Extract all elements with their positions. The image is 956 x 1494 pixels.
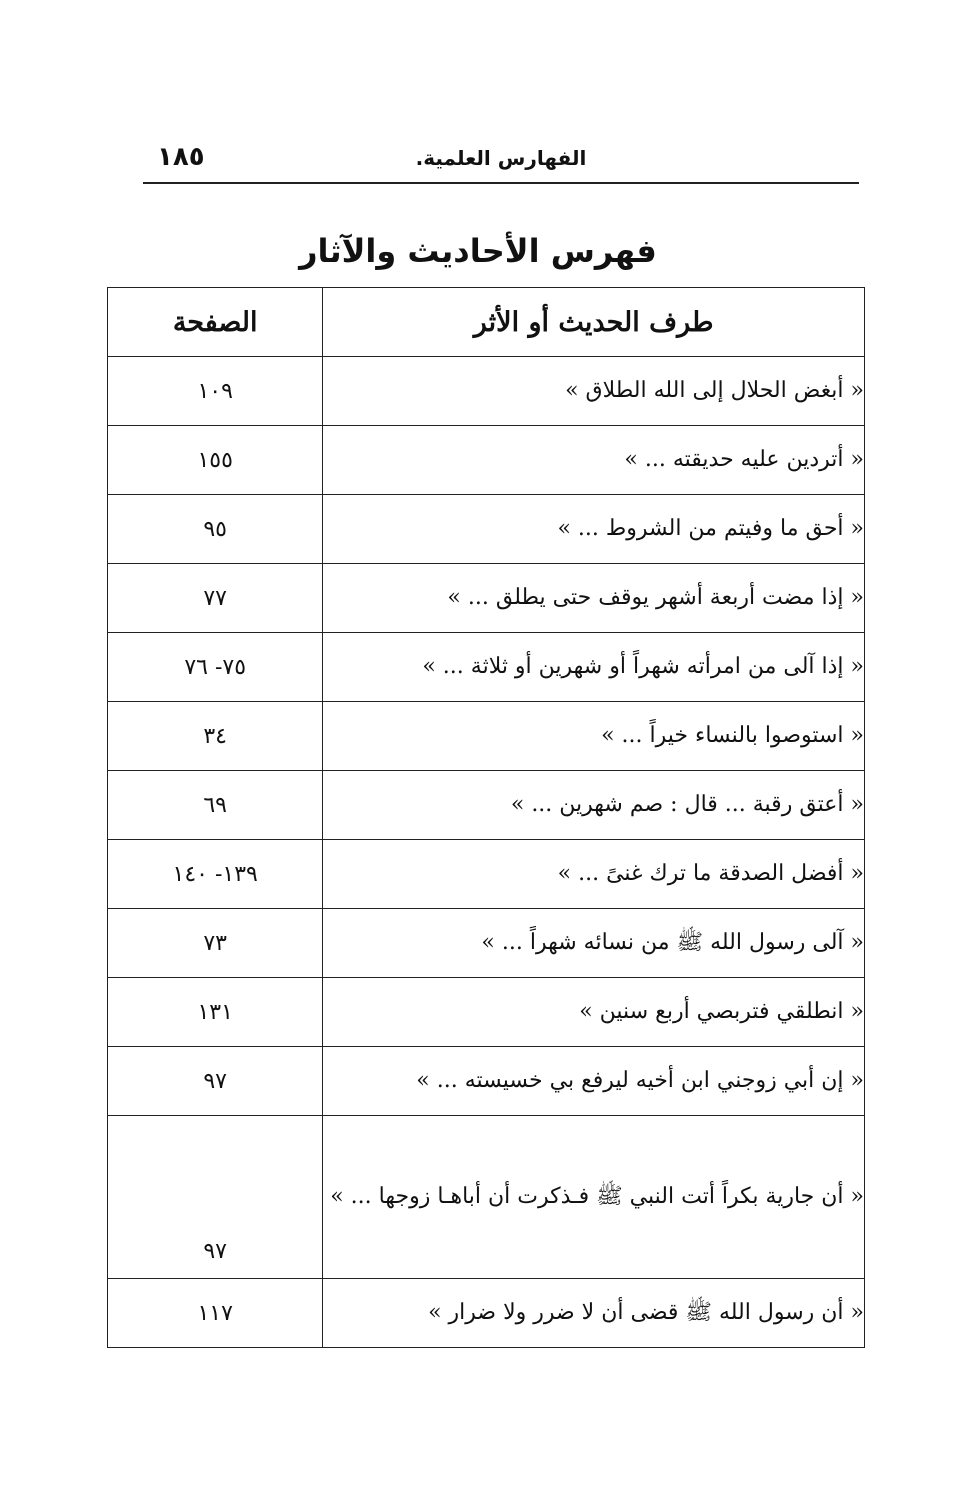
table-row <box>108 771 865 840</box>
page-cell: ٩٥ <box>108 495 323 564</box>
hadith-cell <box>323 909 865 978</box>
hadith-text: « أتردين عليه حديقته ... » <box>624 447 864 472</box>
table-row <box>108 978 865 1047</box>
hadith-text: « إذا آلى من امرأته شهراً أو شهرين أو ثلاثة ... » <box>422 654 864 679</box>
hadith-text: « إذا مضت أربعة أشهر يوقف حتى يطلق ... » <box>447 585 864 610</box>
hadith-cell <box>323 426 865 495</box>
page-cell: ١٥٥ <box>108 426 323 495</box>
page-cell: ٧٧ <box>108 564 323 633</box>
hadith-cell <box>323 633 865 702</box>
page-cell: ٣٤ <box>108 702 323 771</box>
hadith-text: « أعتق رقبة ... قال : صم شهرين ... » <box>510 792 864 817</box>
hadith-cell <box>323 1047 865 1116</box>
index-title: فهرس الأحاديث والآثار <box>299 232 657 270</box>
hadith-text: « استوصوا بالنساء خيراً ... » <box>601 723 864 748</box>
hadith-text: « آلى رسول الله ﷺ من نسائه شهراً ... » <box>481 930 864 955</box>
page-cell: ٩٧ <box>108 1047 323 1116</box>
running-header <box>143 138 859 184</box>
hadith-cell <box>323 1116 865 1279</box>
page-cell: ١٠٩ <box>108 357 323 426</box>
hadith-cell <box>323 840 865 909</box>
table-row <box>108 702 865 771</box>
table-row <box>108 564 865 633</box>
table-header-row <box>108 288 865 357</box>
page-cell: ١٣١ <box>108 978 323 1047</box>
page-cell: ١٣٩- ١٤٠ <box>108 840 323 909</box>
table-row <box>108 1279 865 1348</box>
hadith-index-table <box>107 287 865 1348</box>
hadith-cell <box>323 495 865 564</box>
table-row <box>108 495 865 564</box>
table-row <box>108 426 865 495</box>
hadith-cell <box>323 357 865 426</box>
table-row <box>108 357 865 426</box>
hadith-cell <box>323 978 865 1047</box>
table-row <box>108 1116 865 1279</box>
page-cell: ٦٩ <box>108 771 323 840</box>
page-cell: ٩٧ <box>108 1116 323 1279</box>
hadith-text: « إن أبي زوجني ابن أخيه ليرفع بي خسيسته ... » <box>416 1068 864 1093</box>
running-title: الفهارس العلمية. <box>415 146 587 170</box>
hadith-text: « أحق ما وفيتم من الشروط ... » <box>557 516 864 541</box>
page-cell: ١١٧ <box>108 1279 323 1348</box>
column-header-page: الصفحة <box>108 288 323 357</box>
hadith-text: « أن رسول الله ﷺ قضى أن لا ضرر ولا ضرار » <box>428 1300 864 1325</box>
table-row <box>108 909 865 978</box>
table-row <box>108 1047 865 1116</box>
page-cell: ٧٣ <box>108 909 323 978</box>
column-header-hadith: طرف الحديث أو الأثر <box>323 288 865 357</box>
hadith-cell <box>323 771 865 840</box>
page-cell: ٧٥- ٧٦ <box>108 633 323 702</box>
hadith-text: « أبغض الحلال إلى الله الطلاق » <box>565 378 864 403</box>
hadith-text: « انطلقي فتربصي أربع سنين » <box>579 999 864 1024</box>
hadith-cell <box>323 564 865 633</box>
hadith-cell <box>323 1279 865 1348</box>
page-number: ١٨٥ <box>157 142 205 172</box>
hadith-text: « أن جارية بكراً أتت النبي ﷺ فـذكرت أن أباهـا زوجها ... » <box>330 1184 864 1209</box>
hadith-text: « أفضل الصدقة ما ترك غنىً ... » <box>557 861 864 886</box>
hadith-cell <box>323 702 865 771</box>
table-row <box>108 633 865 702</box>
table-row <box>108 840 865 909</box>
